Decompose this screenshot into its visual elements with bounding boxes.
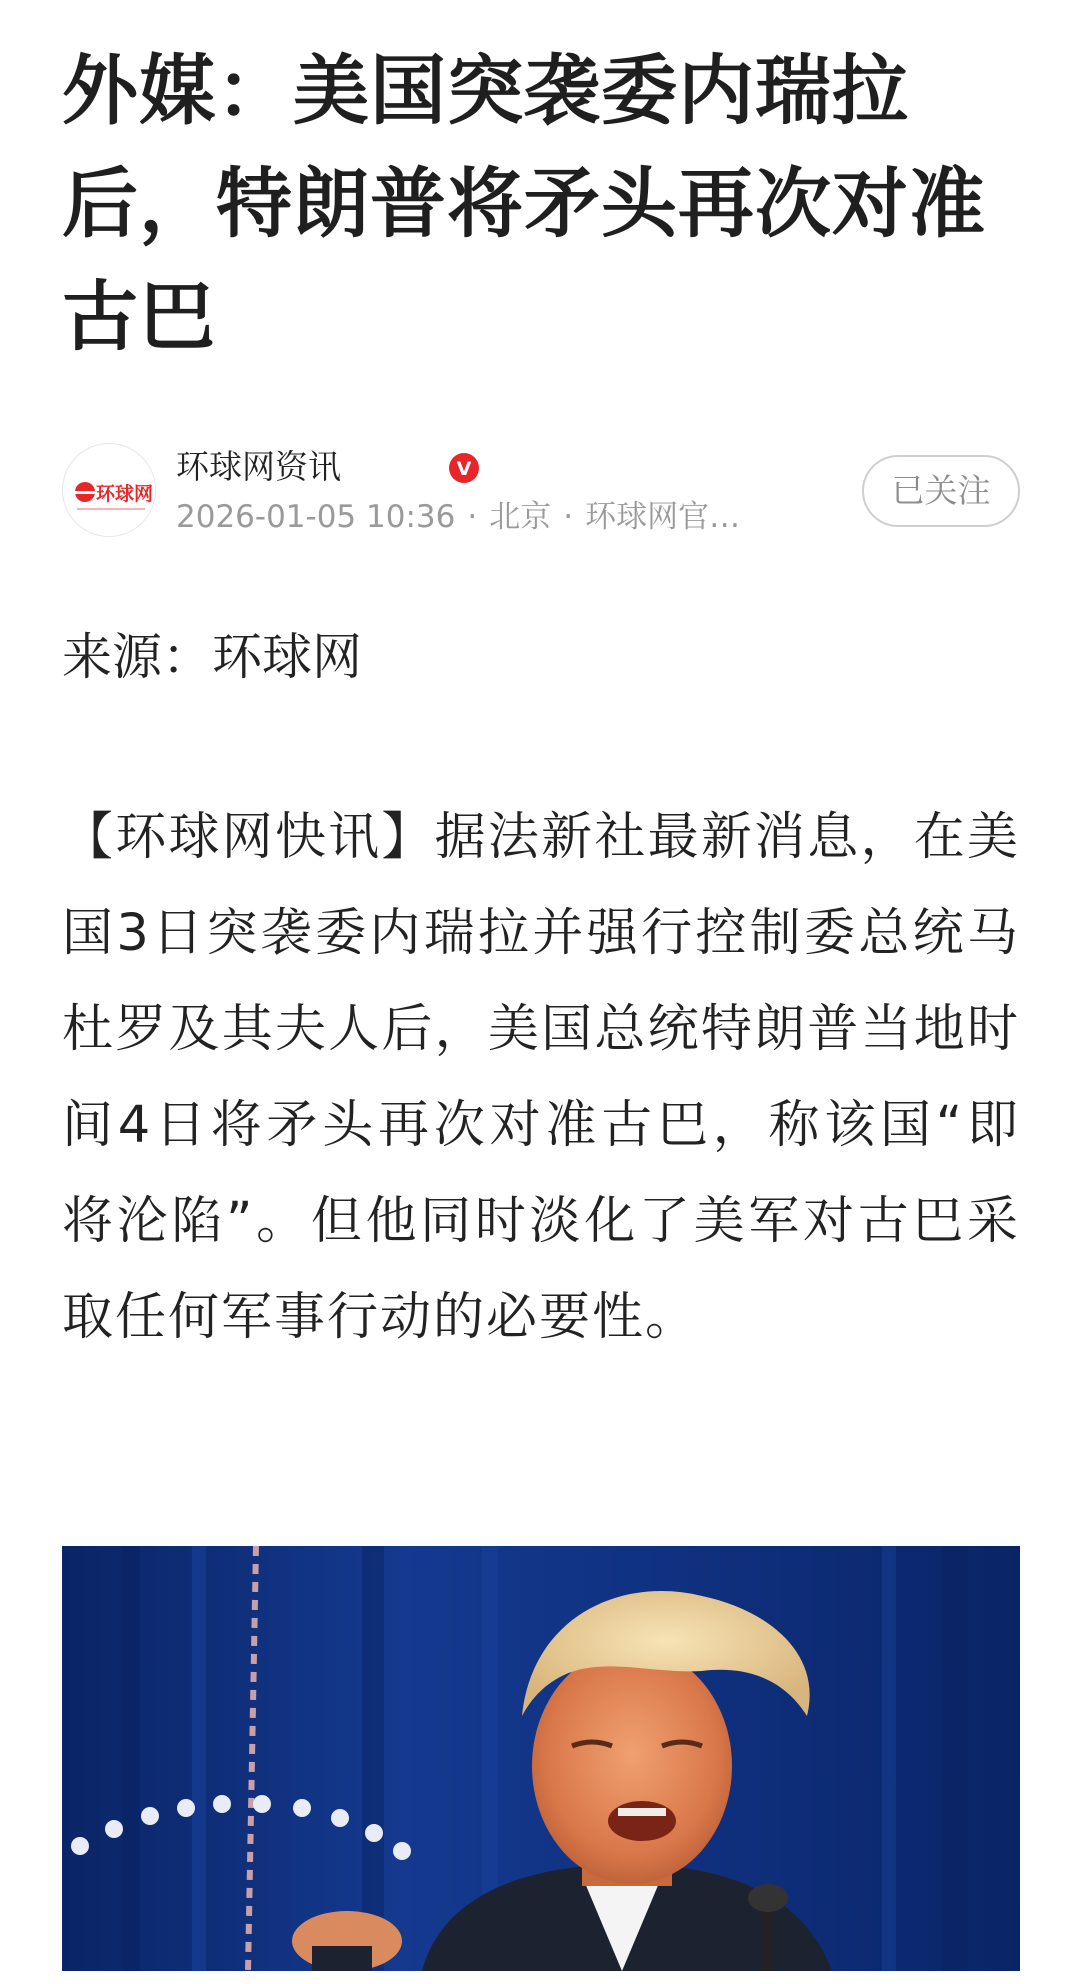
post-location: 北京 bbox=[489, 499, 552, 535]
author-avatar[interactable] bbox=[62, 443, 156, 537]
source-line: 来源：环球网 bbox=[62, 628, 362, 686]
post-date: 2026-01-05 10:36 bbox=[176, 499, 456, 535]
article-body: 【环球网快讯】据法新社最新消息，在美国3日突袭委内瑞拉并强行控制委总统马杜罗及其夫人后，美国总统特朗普当地时间4日将矛头再次对准古巴，称该国“即将沦陷”。但他同时淡化了美军对古巴采取任何军事行动的必要性。 bbox=[62, 808, 1020, 1347]
article-title: 外媒：美国突袭委内瑞拉后，特朗普将矛头再次对准古巴 bbox=[62, 46, 986, 361]
huanqiu-logo-icon bbox=[63, 444, 156, 537]
verified-mark: V bbox=[456, 458, 472, 480]
meta-separator: · bbox=[563, 499, 574, 535]
avatar-text: 环球网 bbox=[96, 483, 154, 505]
follow-button[interactable]: 已关注 bbox=[862, 455, 1020, 527]
verified-v-icon bbox=[448, 452, 480, 484]
author-name[interactable]: 环球网资讯 bbox=[176, 447, 341, 486]
article-photo[interactable] bbox=[62, 1546, 1020, 1971]
post-meta bbox=[176, 495, 740, 539]
author-row[interactable] bbox=[62, 443, 1020, 543]
meta-separator: · bbox=[467, 499, 478, 535]
account-description: 环球网官… bbox=[585, 499, 741, 535]
news-photo-illustration bbox=[62, 1546, 1020, 1971]
